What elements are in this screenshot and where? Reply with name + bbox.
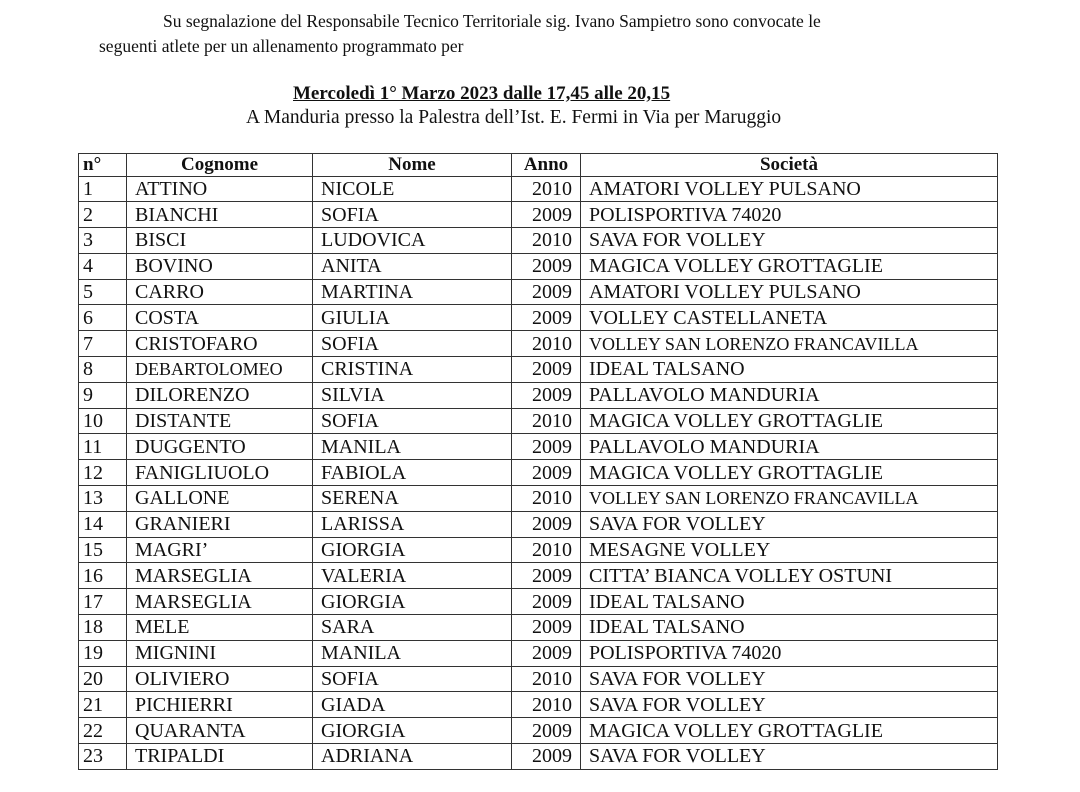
cell-societa: PALLAVOLO MANDURIA — [581, 382, 998, 408]
table-row — [79, 331, 998, 357]
table-row — [79, 718, 998, 744]
cell-cognome: DEBARTOLOMEO — [127, 357, 313, 383]
cell-number: 14 — [79, 511, 127, 537]
cell-nome: SILVIA — [313, 382, 512, 408]
table-row — [79, 563, 998, 589]
cell-nome: CRISTINA — [313, 357, 512, 383]
cell-number: 7 — [79, 331, 127, 357]
cell-cognome: TRIPALDI — [127, 744, 313, 770]
cell-societa: SAVA FOR VOLLEY — [581, 692, 998, 718]
cell-societa: AMATORI VOLLEY PULSANO — [581, 176, 998, 202]
table-row — [79, 279, 998, 305]
header-societa: Società — [581, 154, 998, 177]
cell-number: 8 — [79, 357, 127, 383]
cell-anno: 2010 — [512, 666, 581, 692]
cell-societa: POLISPORTIVA 74020 — [581, 202, 998, 228]
cell-number: 11 — [79, 434, 127, 460]
cell-number: 21 — [79, 692, 127, 718]
table-row — [79, 408, 998, 434]
cell-number: 4 — [79, 253, 127, 279]
cell-cognome: GRANIERI — [127, 511, 313, 537]
table-row — [79, 382, 998, 408]
table-row — [79, 615, 998, 641]
cell-cognome: DISTANTE — [127, 408, 313, 434]
cell-societa: MAGICA VOLLEY GROTTAGLIE — [581, 460, 998, 486]
header-anno: Anno — [512, 154, 581, 177]
cell-anno: 2009 — [512, 563, 581, 589]
cell-number: 2 — [79, 202, 127, 228]
cell-nome: SOFIA — [313, 202, 512, 228]
cell-nome: VALERIA — [313, 563, 512, 589]
cell-nome: GIULIA — [313, 305, 512, 331]
cell-number: 1 — [79, 176, 127, 202]
cell-nome: GIORGIA — [313, 537, 512, 563]
cell-anno: 2009 — [512, 382, 581, 408]
cell-cognome: QUARANTA — [127, 718, 313, 744]
cell-anno: 2010 — [512, 486, 581, 512]
cell-societa: VOLLEY CASTELLANETA — [581, 305, 998, 331]
cell-nome: SOFIA — [313, 408, 512, 434]
cell-societa: SAVA FOR VOLLEY — [581, 666, 998, 692]
cell-nome: SARA — [313, 615, 512, 641]
cell-anno: 2009 — [512, 460, 581, 486]
header-number: n° — [79, 154, 127, 177]
cell-anno: 2009 — [512, 305, 581, 331]
cell-cognome: OLIVIERO — [127, 666, 313, 692]
cell-number: 22 — [79, 718, 127, 744]
cell-nome: MANILA — [313, 434, 512, 460]
cell-anno: 2009 — [512, 202, 581, 228]
cell-societa: SAVA FOR VOLLEY — [581, 744, 998, 770]
table-row — [79, 202, 998, 228]
table-row — [79, 486, 998, 512]
cell-nome: LARISSA — [313, 511, 512, 537]
cell-cognome: CRISTOFARO — [127, 331, 313, 357]
cell-number: 13 — [79, 486, 127, 512]
cell-societa: SAVA FOR VOLLEY — [581, 228, 998, 254]
cell-number: 10 — [79, 408, 127, 434]
cell-nome: GIORGIA — [313, 589, 512, 615]
table-row — [79, 744, 998, 770]
cell-cognome: ATTINO — [127, 176, 313, 202]
cell-nome: MARTINA — [313, 279, 512, 305]
cell-number: 3 — [79, 228, 127, 254]
cell-cognome: GALLONE — [127, 486, 313, 512]
cell-nome: LUDOVICA — [313, 228, 512, 254]
cell-cognome: BISCI — [127, 228, 313, 254]
table-row — [79, 537, 998, 563]
cell-number: 5 — [79, 279, 127, 305]
cell-number: 16 — [79, 563, 127, 589]
cell-societa: POLISPORTIVA 74020 — [581, 640, 998, 666]
cell-anno: 2010 — [512, 692, 581, 718]
cell-societa: SAVA FOR VOLLEY — [581, 511, 998, 537]
cell-anno: 2010 — [512, 331, 581, 357]
cell-societa: AMATORI VOLLEY PULSANO — [581, 279, 998, 305]
cell-societa: MAGICA VOLLEY GROTTAGLIE — [581, 253, 998, 279]
cell-number: 12 — [79, 460, 127, 486]
cell-number: 18 — [79, 615, 127, 641]
cell-nome: ADRIANA — [313, 744, 512, 770]
cell-societa: MESAGNE VOLLEY — [581, 537, 998, 563]
table-row — [79, 228, 998, 254]
cell-nome: SOFIA — [313, 666, 512, 692]
cell-number: 20 — [79, 666, 127, 692]
cell-nome: SERENA — [313, 486, 512, 512]
cell-number: 23 — [79, 744, 127, 770]
table-row — [79, 434, 998, 460]
cell-anno: 2009 — [512, 511, 581, 537]
cell-societa: IDEAL TALSANO — [581, 589, 998, 615]
cell-cognome: DUGGENTO — [127, 434, 313, 460]
cell-anno: 2009 — [512, 357, 581, 383]
cell-nome: SOFIA — [313, 331, 512, 357]
table-row — [79, 305, 998, 331]
cell-societa: CITTA’ BIANCA VOLLEY OSTUNI — [581, 563, 998, 589]
cell-number: 17 — [79, 589, 127, 615]
table-row — [79, 357, 998, 383]
cell-anno: 2010 — [512, 176, 581, 202]
cell-cognome: MELE — [127, 615, 313, 641]
cell-number: 6 — [79, 305, 127, 331]
cell-societa: IDEAL TALSANO — [581, 615, 998, 641]
event-place: A Manduria presso la Palestra dell’Ist. E. Fermi in Via per Maruggio — [246, 107, 782, 128]
table-row — [79, 589, 998, 615]
cell-anno: 2009 — [512, 253, 581, 279]
cell-nome: GIORGIA — [313, 718, 512, 744]
cell-number: 19 — [79, 640, 127, 666]
cell-societa: MAGICA VOLLEY GROTTAGLIE — [581, 718, 998, 744]
cell-anno: 2009 — [512, 640, 581, 666]
cell-societa: PALLAVOLO MANDURIA — [581, 434, 998, 460]
cell-cognome: FANIGLIUOLO — [127, 460, 313, 486]
table-row — [79, 511, 998, 537]
table-row — [79, 460, 998, 486]
cell-anno: 2009 — [512, 279, 581, 305]
table-row — [79, 692, 998, 718]
cell-number: 9 — [79, 382, 127, 408]
cell-anno: 2009 — [512, 589, 581, 615]
cell-cognome: MIGNINI — [127, 640, 313, 666]
cell-cognome: MARSEGLIA — [127, 589, 313, 615]
cell-societa: VOLLEY SAN LORENZO FRANCAVILLA — [581, 331, 998, 357]
cell-societa: VOLLEY SAN LORENZO FRANCAVILLA — [581, 486, 998, 512]
athletes-table — [78, 153, 998, 770]
cell-cognome: MAGRI’ — [127, 537, 313, 563]
header-cognome: Cognome — [127, 154, 313, 177]
cell-nome: FABIOLA — [313, 460, 512, 486]
cell-cognome: BIANCHI — [127, 202, 313, 228]
header-nome: Nome — [313, 154, 512, 177]
cell-cognome: CARRO — [127, 279, 313, 305]
table-row — [79, 640, 998, 666]
cell-societa: IDEAL TALSANO — [581, 357, 998, 383]
cell-anno: 2010 — [512, 228, 581, 254]
cell-nome: ANITA — [313, 253, 512, 279]
cell-cognome: COSTA — [127, 305, 313, 331]
cell-anno: 2009 — [512, 615, 581, 641]
table-row — [79, 253, 998, 279]
intro-line-1: Su segnalazione del Responsabile Tecnico Territoriale sig. Ivano Sampietro sono convocate le — [163, 11, 821, 31]
cell-cognome: PICHIERRI — [127, 692, 313, 718]
cell-number: 15 — [79, 537, 127, 563]
cell-cognome: DILORENZO — [127, 382, 313, 408]
table-row — [79, 666, 998, 692]
cell-nome: NICOLE — [313, 176, 512, 202]
cell-anno: 2009 — [512, 718, 581, 744]
cell-cognome: MARSEGLIA — [127, 563, 313, 589]
cell-anno: 2009 — [512, 434, 581, 460]
cell-cognome: BOVINO — [127, 253, 313, 279]
table-row — [79, 176, 998, 202]
cell-societa: MAGICA VOLLEY GROTTAGLIE — [581, 408, 998, 434]
cell-anno: 2010 — [512, 537, 581, 563]
intro-line-2: seguenti atlete per un allenamento programmato per — [99, 36, 464, 56]
event-date: Mercoledì 1° Marzo 2023 dalle 17,45 alle 20,15 — [293, 83, 671, 104]
cell-anno: 2010 — [512, 408, 581, 434]
cell-nome: MANILA — [313, 640, 512, 666]
cell-anno: 2009 — [512, 744, 581, 770]
cell-nome: GIADA — [313, 692, 512, 718]
table-header-row — [79, 154, 998, 177]
